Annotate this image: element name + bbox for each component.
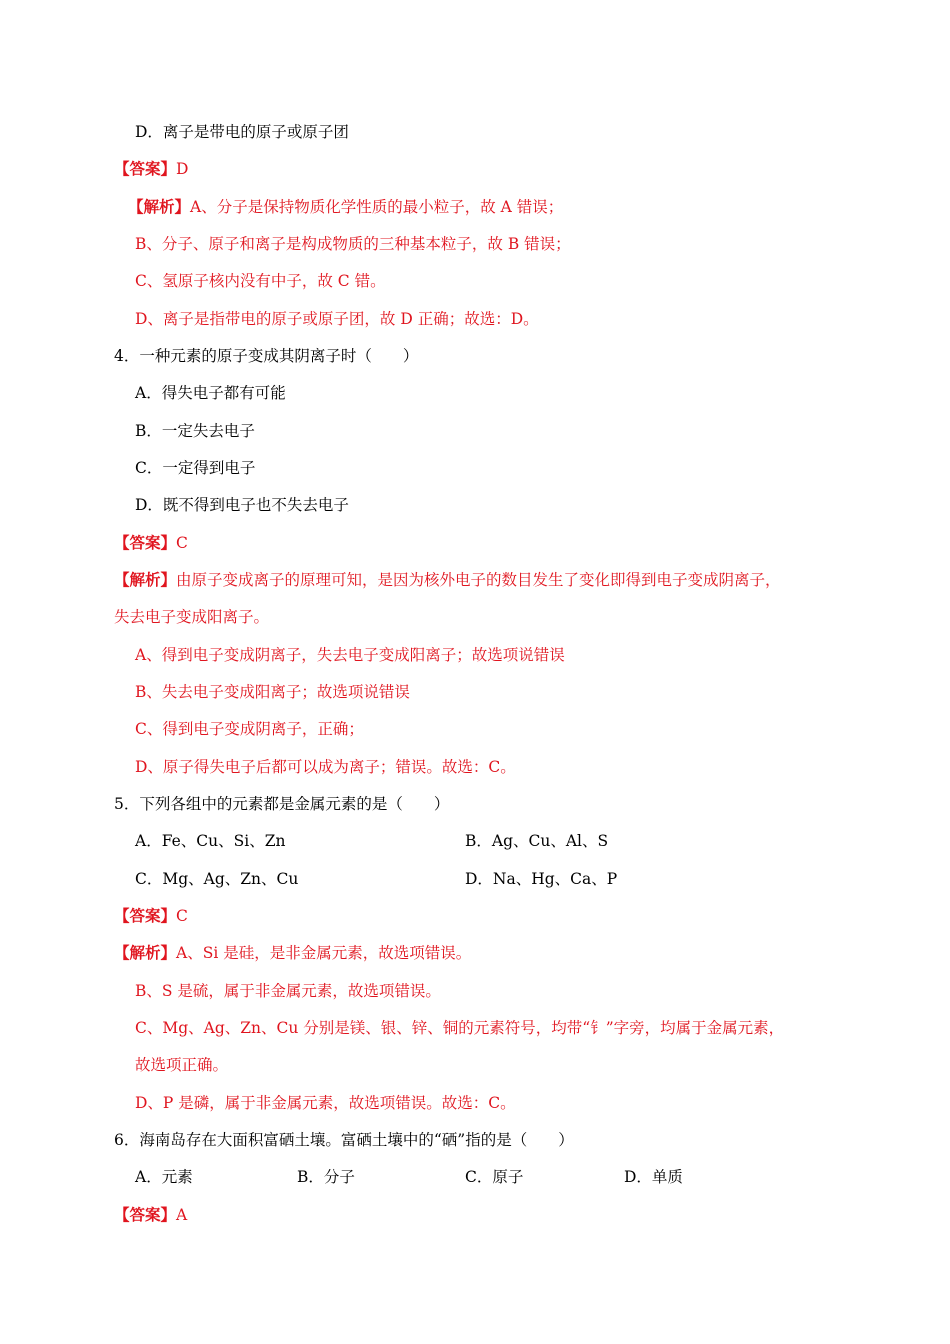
q4-option-c: C．一定得到电子 (135, 459, 256, 477)
q4-analysis-line-1 (114, 569, 781, 591)
q5-analysis-line-2: B、S 是硫，属于非金属元素，故选项错误。 (135, 982, 441, 1000)
q4-analysis-line-6: D、原子得失电子后都可以成为离子；错误。故选：C。 (135, 758, 516, 776)
q3-analysis-line-1 (128, 196, 563, 218)
analysis-tag: 【解析】 (114, 570, 177, 589)
q3-analysis-line-3: C、氢原子核内没有中子，故 C 错。 (135, 272, 386, 290)
q4-stem: 4．一种元素的原子变成其阴离子时（ ） (114, 347, 419, 365)
q4-option-a: A．得失电子都有可能 (135, 384, 286, 402)
q5-analysis-line-3: C、Mg、Ag、Zn、Cu 分别是镁、银、锌、铜的元素符号，均带“钅”字旁，均属于金属元素， (135, 1019, 785, 1037)
q5-analysis-line-1 (114, 942, 471, 964)
q5-option-b: B．Ag、Cu、Al、S (465, 832, 609, 850)
q5-analysis-line-5: D、P 是磷，属于非金属元素，故选项错误。故选：C。 (135, 1094, 516, 1112)
q6-option-b: B．分子 (297, 1168, 355, 1186)
q6-stem: 6．海南岛存在大面积富硒土壤。富硒土壤中的“硒”指的是（ ） (114, 1131, 574, 1149)
answer-tag: 【答案】 (114, 533, 177, 552)
q6-option-d: D．单质 (624, 1168, 683, 1186)
q4-analysis-line-4: B、失去电子变成阳离子；故选项说错误 (135, 683, 410, 701)
q3-analysis-line-2: B、分子、原子和离子是构成物质的三种基本粒子，故 B 错误； (135, 235, 571, 253)
answer-value: A (176, 1206, 188, 1224)
q4-analysis-line-5: C、得到电子变成阴离子，正确； (135, 720, 364, 738)
q4-option-d: D．既不得到电子也不失去电子 (135, 496, 349, 514)
q4-answer (114, 532, 188, 554)
q3-answer (114, 158, 188, 180)
q3-analysis-line-4: D、离子是指带电的原子或原子团，故 D 正确；故选：D。 (135, 310, 539, 328)
q5-answer (114, 905, 188, 927)
answer-value: C (176, 907, 188, 925)
answer-tag: 【答案】 (114, 159, 177, 178)
answer-value: C (176, 534, 188, 552)
q6-answer (114, 1204, 187, 1226)
q4-analysis-line-3: A、得到电子变成阴离子，失去电子变成阳离子；故选项说错误 (135, 646, 565, 664)
analysis-text: A、Si 是硅，是非金属元素，故选项错误。 (176, 944, 472, 962)
q6-option-a: A．元素 (135, 1168, 193, 1186)
q5-analysis-line-4: 故选项正确。 (135, 1056, 229, 1074)
analysis-text: 由原子变成离子的原理可知，是因为核外电子的数目发生了变化即得到电子变成阴离子， (176, 571, 781, 589)
q4-analysis-line-2: 失去电子变成阳离子。 (114, 608, 270, 626)
analysis-tag: 【解析】 (114, 943, 177, 962)
q5-option-d: D．Na、Hg、Ca、P (465, 870, 618, 888)
q5-stem: 5．下列各组中的元素都是金属元素的是（ ） (114, 795, 450, 813)
q5-option-c: C．Mg、Ag、Zn、Cu (135, 870, 299, 888)
q6-option-c: C．原子 (465, 1168, 524, 1186)
analysis-text: A、分子是保持物质化学性质的最小粒子，故 A 错误； (190, 198, 564, 216)
answer-tag: 【答案】 (114, 906, 177, 925)
answer-value: D (176, 160, 189, 178)
q3-option-d: D．离子是带电的原子或原子团 (135, 123, 349, 141)
q5-option-a: A．Fe、Cu、Si、Zn (135, 832, 286, 850)
q4-option-b: B．一定失去电子 (135, 422, 255, 440)
analysis-tag: 【解析】 (128, 197, 191, 216)
answer-tag: 【答案】 (114, 1205, 177, 1224)
